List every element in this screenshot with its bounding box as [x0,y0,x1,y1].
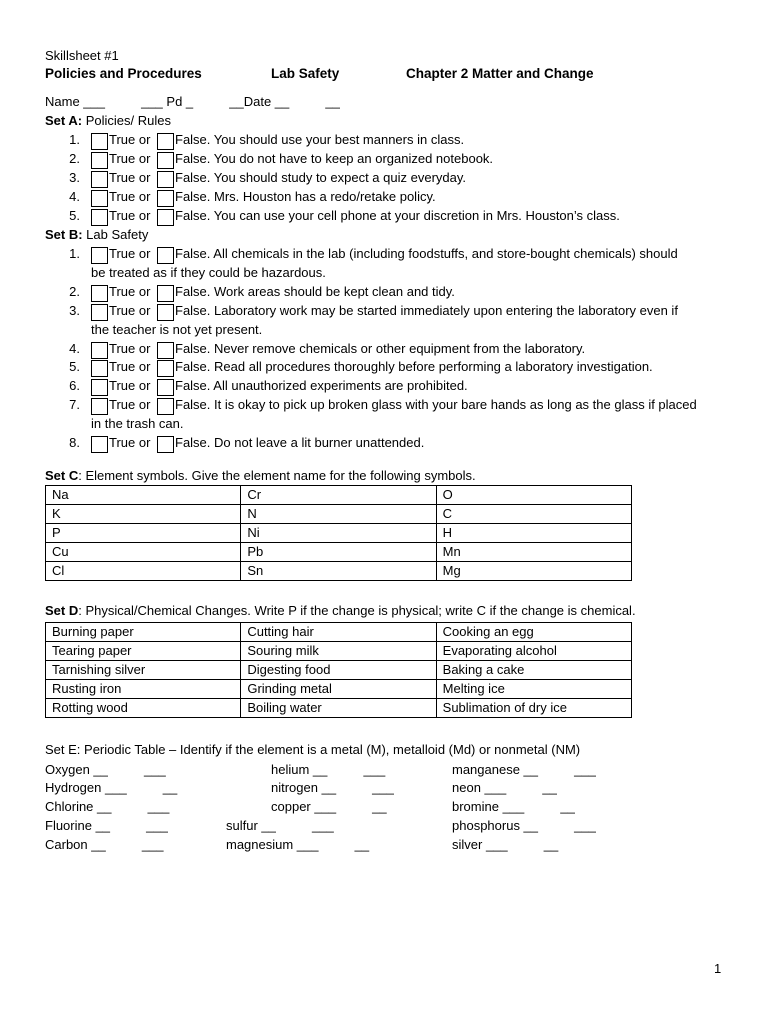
true-label: True or [109,208,151,223]
true-checkbox[interactable] [91,436,108,453]
statement-text [175,435,424,450]
set-b-desc: Lab Safety [82,227,149,242]
table-cell: Rusting iron [46,680,241,699]
false-label: False [175,359,207,374]
item-number: 2. [69,284,80,299]
statement-continuation: the teacher is not yet present. [91,322,263,337]
table-cell: Mg [436,562,631,581]
table-cell: Cu [46,543,241,562]
statement-body: . Read all procedures thoroughly before performing a laboratory investigation. [206,359,653,374]
true-label: True or [109,132,151,147]
table-row [46,642,632,661]
set-e-entry: neon ___ __ [452,780,557,795]
table-cell: Na [46,486,241,505]
true-checkbox[interactable] [91,285,108,302]
item-number: 1. [69,246,80,261]
table-row [46,623,632,642]
set-c-desc: : Element symbols. Give the element name for the following symbols. [78,468,476,483]
statement-body: . Never remove chemicals or other equipment from the laboratory. [206,341,586,356]
true-label: True or [109,397,151,412]
false-checkbox[interactable] [157,342,174,359]
set-a-heading [45,113,171,128]
table-cell: Cl [46,562,241,581]
table-cell: Tearing paper [46,642,241,661]
tf-item [0,151,768,170]
table-cell: Digesting food [241,661,436,680]
false-label: False [175,132,207,147]
statement-body: . It is okay to pick up broken glass with your bare hands as long as the glass if placed [206,397,697,412]
table-cell: Rotting wood [46,699,241,718]
true-label: True or [109,359,151,374]
table-cell: Ni [241,524,436,543]
set-a-label: Set A: [45,113,83,128]
item-number: 3. [69,303,80,318]
true-checkbox[interactable] [91,247,108,264]
statement-continuation: in the trash can. [91,416,184,431]
false-label: False [175,284,207,299]
statement-continuation: be treated as if they could be hazardous. [91,265,326,280]
statement-body: . All unauthorized experiments are prohibited. [206,378,468,393]
table-cell: Cooking an egg [436,623,631,642]
true-label: True or [109,435,151,450]
true-checkbox[interactable] [91,209,108,226]
item-number: 5. [69,208,80,223]
tf-item [0,132,768,151]
title-policies: Policies and Procedures [45,66,202,81]
true-label: True or [109,378,151,393]
table-cell: Sublimation of dry ice [436,699,631,718]
table-cell: H [436,524,631,543]
false-label: False [175,246,207,261]
set-a-desc: Policies/ Rules [82,113,171,128]
statement-body: . Laboratory work may be started immediately upon entering the laboratory even if [206,303,678,318]
tf-item [0,359,768,378]
item-number: 4. [69,341,80,356]
tf-item [0,397,768,416]
false-checkbox[interactable] [157,133,174,150]
table-cell: Souring milk [241,642,436,661]
table-cell: K [46,505,241,524]
true-checkbox[interactable] [91,398,108,415]
table-cell: Mn [436,543,631,562]
table-cell: Evaporating alcohol [436,642,631,661]
table-row [46,524,632,543]
table-row [46,562,632,581]
true-checkbox[interactable] [91,360,108,377]
item-number: 5. [69,359,80,374]
table-cell: N [241,505,436,524]
table-cell: Boiling water [241,699,436,718]
table-cell: Cutting hair [241,623,436,642]
table-cell: Melting ice [436,680,631,699]
set-b-label: Set B: [45,227,83,242]
table-cell: O [436,486,631,505]
false-checkbox[interactable] [157,190,174,207]
true-label: True or [109,151,151,166]
true-checkbox[interactable] [91,379,108,396]
true-checkbox[interactable] [91,304,108,321]
statement-text [175,303,678,318]
set-e-entry: magnesium ___ __ [226,837,370,852]
set-c-label: Set C [45,468,79,483]
statement-text [175,151,493,166]
set-d-label: Set D [45,603,79,618]
set-d-desc: : Physical/Chemical Changes. Write P if the change is physical; write C if the change is chemical. [78,603,636,618]
false-checkbox[interactable] [157,360,174,377]
tf-item [0,284,768,303]
statement-text [175,341,585,356]
false-label: False [175,208,207,223]
tf-item [0,246,768,265]
set-e-heading: Set E: Periodic Table – Identify if the element is a metal (M), metalloid (Md) or nonmetal (NM) [45,742,581,757]
tf-item [0,303,768,322]
statement-body: . You should use your best manners in class. [206,132,465,147]
false-checkbox[interactable] [157,304,174,321]
set-e-entry: nitrogen __ ___ [271,780,394,795]
true-label: True or [109,170,151,185]
false-checkbox[interactable] [157,209,174,226]
true-checkbox[interactable] [91,190,108,207]
true-label: True or [109,189,151,204]
table-row [46,699,632,718]
false-checkbox[interactable] [157,398,174,415]
table-cell: Grinding metal [241,680,436,699]
set-d-table [45,622,632,718]
tf-item [0,378,768,397]
false-label: False [175,151,207,166]
page-number: 1 [714,961,722,976]
statement-text [175,132,464,147]
false-label: False [175,189,207,204]
set-e-entry: Chlorine __ ___ [45,799,170,814]
statement-text [175,189,436,204]
statement-body: . You should study to expect a quiz everyday. [206,170,467,185]
set-e-entry: bromine ___ __ [452,799,575,814]
set-c-heading [45,468,476,483]
item-number: 4. [69,189,80,204]
statement-text [175,246,678,261]
set-e-entry: Fluorine __ ___ [45,818,168,833]
true-checkbox[interactable] [91,152,108,169]
false-label: False [175,378,207,393]
statement-body: . All chemicals in the lab (including foodstuffs, and store-bought chemicals) should [206,246,678,261]
statement-body: . You do not have to keep an organized notebook. [206,151,494,166]
true-label: True or [109,246,151,261]
skillsheet-label: Skillsheet #1 [45,48,119,63]
table-cell: Tarnishing silver [46,661,241,680]
title-chapter: Chapter 2 Matter and Change [406,66,594,81]
set-e-entry: copper ___ __ [271,799,387,814]
table-cell: Sn [241,562,436,581]
statement-body: . Do not leave a lit burner unattended. [206,435,425,450]
tf-item [0,208,768,227]
set-b-heading [45,227,148,242]
statement-body: . Work areas should be kept clean and tidy. [206,284,455,299]
table-cell: Baking a cake [436,661,631,680]
true-checkbox[interactable] [91,171,108,188]
item-number: 1. [69,132,80,147]
item-number: 8. [69,435,80,450]
table-row [46,543,632,562]
true-label: True or [109,284,151,299]
false-label: False [175,397,207,412]
tf-item [0,170,768,189]
statement-text [175,359,653,374]
statement-text [175,378,468,393]
table-cell: Cr [241,486,436,505]
false-checkbox[interactable] [157,247,174,264]
false-checkbox[interactable] [157,379,174,396]
false-checkbox[interactable] [157,171,174,188]
table-row [46,661,632,680]
name-pd-date-line: Name ___ ___ Pd _ __Date __ __ [45,94,340,109]
tf-item [0,189,768,208]
item-number: 6. [69,378,80,393]
table-cell: C [436,505,631,524]
statement-text [175,284,455,299]
statement-text [175,208,620,223]
true-label: True or [109,303,151,318]
item-number: 2. [69,151,80,166]
table-row [46,505,632,524]
set-e-entry: sulfur __ ___ [226,818,334,833]
table-cell: P [46,524,241,543]
false-checkbox[interactable] [157,436,174,453]
title-lab-safety: Lab Safety [271,66,340,81]
set-c-table [45,485,632,581]
true-label: True or [109,341,151,356]
set-e-entry: manganese __ ___ [452,762,596,777]
item-number: 7. [69,397,80,412]
set-e-entry: phosphorus __ ___ [452,818,596,833]
set-e-entry: Oxygen __ ___ [45,762,166,777]
set-e-entry: helium __ ___ [271,762,386,777]
table-cell: Burning paper [46,623,241,642]
false-label: False [175,170,207,185]
statement-body: . You can use your cell phone at your discretion in Mrs. Houston’s class. [206,208,620,223]
tf-item [0,341,768,360]
table-row [46,680,632,699]
set-d-heading [45,603,636,618]
false-checkbox[interactable] [157,285,174,302]
statement-body: . Mrs. Houston has a redo/retake policy. [206,189,436,204]
set-e-entry: Hydrogen ___ __ [45,780,178,795]
false-label: False [175,303,207,318]
false-label: False [175,341,207,356]
false-checkbox[interactable] [157,152,174,169]
tf-item [0,435,768,454]
set-e-entry: silver ___ __ [452,837,559,852]
true-checkbox[interactable] [91,133,108,150]
set-e-entry: Carbon __ ___ [45,837,164,852]
statement-text [175,397,697,412]
statement-text [175,170,466,185]
item-number: 3. [69,170,80,185]
table-row [46,486,632,505]
true-checkbox[interactable] [91,342,108,359]
false-label: False [175,435,207,450]
table-cell: Pb [241,543,436,562]
